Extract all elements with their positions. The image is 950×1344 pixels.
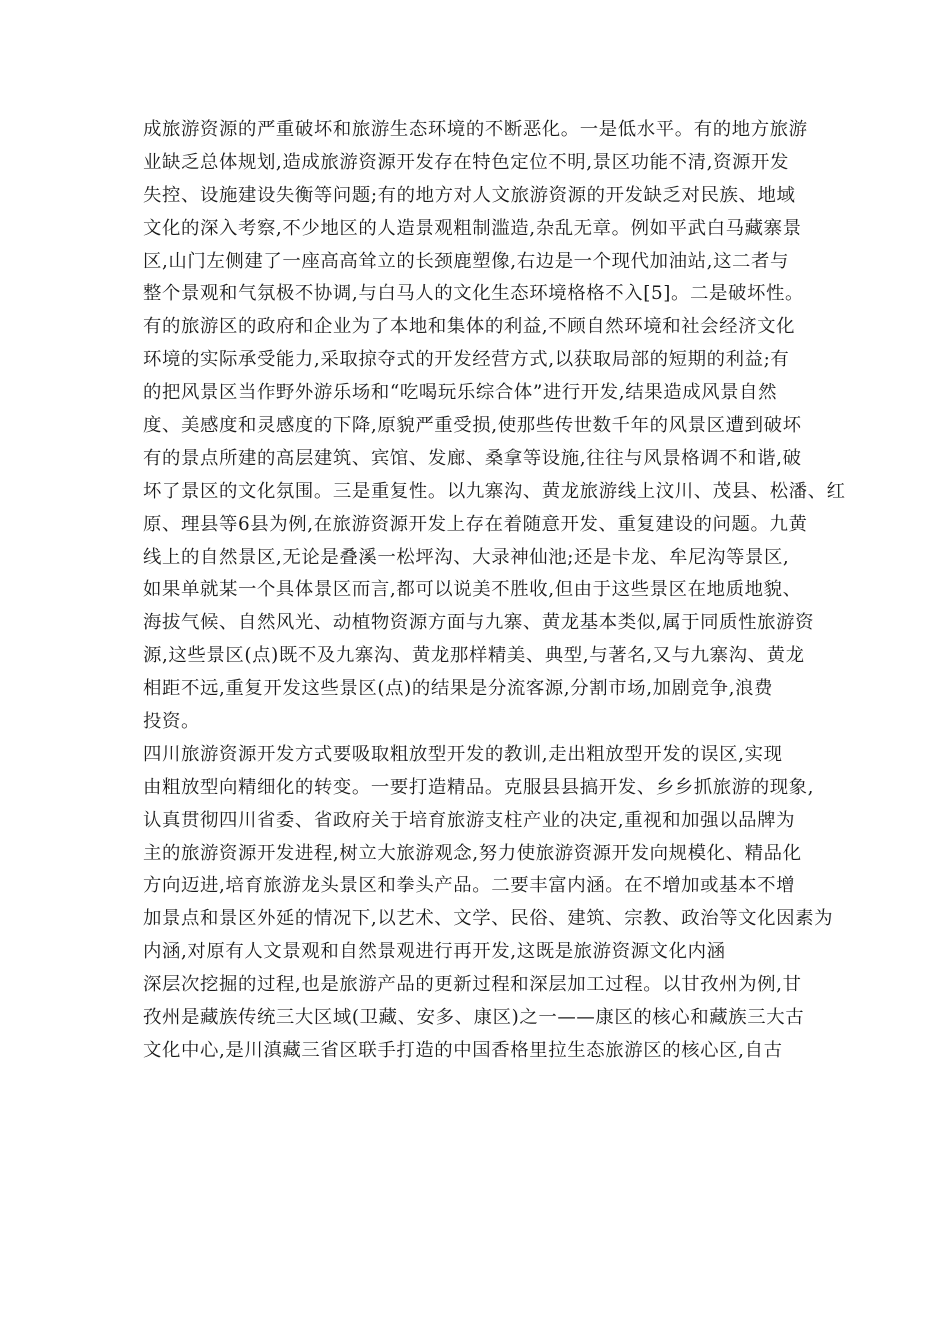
text-line: 有的景点所建的高层建筑、宾馆、发廊、桑拿等设施,往往与风景格调不和谐,破 (143, 447, 802, 469)
text-line: 由粗放型向精细化的转变。一要打造精品。克服县县搞开发、乡乡抓旅游的现象, (143, 776, 815, 798)
text-line: 投资。 (143, 711, 200, 733)
text-line: 海拔气候、自然风光、动植物资源方面与九寨、黄龙基本类似,属于同质性旅游资 (143, 612, 815, 634)
text-line: 文化的深入考察,不少地区的人造景观粗制滥造,杂乱无章。例如平武白马藏寨景 (143, 217, 802, 239)
text-line: 线上的自然景区,无论是叠溪一松坪沟、大录神仙池;还是卡龙、牟尼沟等景区, (143, 546, 790, 568)
text-line: 成旅游资源的严重破坏和旅游生态环境的不断恶化。一是低水平。有的地方旅游 (143, 119, 808, 140)
text-line: 四川旅游资源开发方式要吸取粗放型开发的教训,走出粗放型开发的误区,实现 (143, 743, 783, 765)
text-line: 如果单就某一个具体景区而言,都可以说美不胜收,但由于这些景区在地质地貌、 (143, 579, 802, 601)
text-line: 坏了景区的文化氛围。三是重复性。以九寨沟、黄龙旅游线上汶川、茂县、松潘、红 (143, 480, 846, 502)
text-line: 主的旅游资源开发进程,树立大旅游观念,努力使旅游资源开发向规模化、精品化 (143, 842, 802, 864)
text-line: 有的旅游区的政府和企业为了本地和集体的利益,不顾自然环境和社会经济文化 (143, 316, 796, 338)
text-line: 相距不远,重复开发这些景区(点)的结果是分流客源,分割市场,加剧竞争,浪费 (143, 678, 774, 700)
text-line: 的把风景区当作野外游乐场和“吃喝玩乐综合体”进行开发,结果造成风景自然 (143, 382, 778, 404)
text-line: 方向迈进,培育旅游龙头景区和拳头产品。二要丰富内涵。在不增加或基本不增 (143, 875, 796, 897)
text-line: 加景点和景区外延的情况下,以艺术、文学、民俗、建筑、宗教、政治等文化因素为 (143, 908, 834, 930)
text-line: 内涵,对原有人文景观和自然景观进行再开发,这既是旅游资源文化内涵 (143, 941, 726, 963)
text-line: 文化中心,是川滇藏三省区联手打造的中国香格里拉生态旅游区的核心区,自古 (143, 1039, 783, 1061)
text-line: 深层次挖掘的过程,也是旅游产品的更新过程和深层加工过程。以甘孜州为例,甘 (143, 974, 802, 996)
body-text (143, 114, 846, 1068)
text-line: 源,这些景区(点)既不及九寨沟、黄龙那样精美、典型,与著名,又与九寨沟、黄龙 (143, 645, 805, 667)
text-line: 区,山门左侧建了一座高高耸立的长颈鹿塑像,右边是一个现代加油站,这二者与 (143, 250, 790, 272)
text-line: 环境的实际承受能力,采取掠夺式的开发经营方式,以获取局部的短期的利益;有 (143, 349, 790, 371)
text-line: 业缺乏总体规划,造成旅游资源开发存在特色定位不明,景区功能不清,资源开发 (143, 151, 790, 173)
text-line: 原、理县等6县为例,在旅游资源开发上存在着随意开发、重复建设的问题。九黄 (143, 513, 808, 535)
text-line: 整个景观和气氛极不协调,与白马人的文化生态环境格格不入[5]。二是破坏性。 (143, 283, 804, 305)
text-line: 度、美感度和灵感度的下降,原貌严重受损,使那些传世数千年的风景区遭到破坏 (143, 415, 802, 437)
text-line: 认真贯彻四川省委、省政府关于培育旅游支柱产业的决定,重视和加强以品牌为 (143, 809, 796, 831)
text-line: 失控、设施建设失衡等问题;有的地方对人文旅游资源的开发缺乏对民族、地域 (143, 184, 796, 206)
text-line: 孜州是藏族传统三大区域(卫藏、安多、康区)之一——康区的核心和藏族三大古 (143, 1007, 805, 1029)
